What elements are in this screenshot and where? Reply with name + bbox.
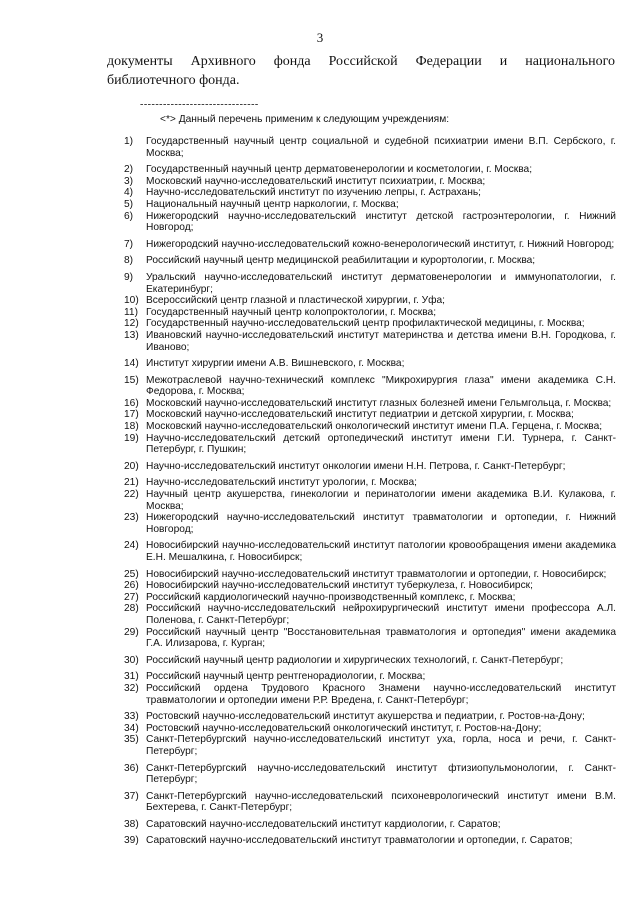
list-item-number: 5) — [124, 198, 134, 210]
list-item — [124, 580, 616, 592]
list-item-number: 38) — [124, 818, 139, 830]
list-item-number: 4) — [124, 187, 134, 199]
list-item-text: Новосибирский научно-исследовательский институт туберкулеза, г. Новосибирск; — [146, 580, 533, 592]
list-item-number: 29) — [124, 626, 139, 638]
list-item-text: Научно-исследовательский детский ортопедический институт имени Г.И. Турнера, г. Санкт-Петербург, г. Пушкин; — [146, 432, 616, 456]
list-item — [124, 255, 616, 267]
list-item-number: 16) — [124, 397, 139, 409]
list-item-text: Новосибирский научно-исследовательский институт патологии кровообращения имени академика Е.Н. Мешалкина, г. Новосибирск; — [146, 540, 616, 563]
list-item-number: 3) — [124, 175, 134, 187]
list-item — [124, 734, 616, 757]
list-item — [124, 421, 616, 433]
list-item-text: Московский научно-исследовательский онкологический институт имени П.А. Герцена, г. Москва; — [146, 421, 603, 433]
list-item-number: 26) — [124, 580, 139, 592]
list-item — [124, 375, 616, 398]
list-item — [124, 592, 616, 604]
list-item — [124, 398, 616, 410]
intro-paragraph — [107, 52, 615, 90]
list-item — [124, 136, 616, 159]
list-item-text: Государственный научно-исследовательский центр профилактической медицины, г. Москва; — [146, 318, 585, 330]
list-item — [124, 211, 616, 234]
list-item-number: 11) — [124, 306, 138, 318]
list-item — [124, 791, 616, 814]
list-item-text: Российский научно-исследовательский нейрохирургический институт имени профессора А.Л. Поленова, г. Санкт-Петербург; — [146, 603, 616, 626]
list-item-number: 2) — [124, 164, 134, 176]
list-item — [124, 199, 616, 211]
list-item — [124, 763, 616, 786]
list-item-text: Московский научно-исследовательский институт психиатрии, г. Москва; — [146, 175, 486, 187]
list-item-text: Нижегородский научно-исследовательский кожно-венерологический институт, г. Нижний Новгород; — [146, 238, 615, 250]
list-item-text: Российский научный центр радиологии и хирургических технологий, г. Санкт-Петербург; — [146, 654, 564, 666]
list-item-number: 13) — [124, 329, 139, 341]
list-item-number: 6) — [124, 210, 134, 222]
list-item-text: Ростовский научно-исследовательский институт акушерства и педиатрии, г. Ростов-на-Дону; — [146, 711, 585, 723]
list-item-text: Институт хирургии имени А.В. Вишневского, г. Москва; — [146, 358, 405, 370]
list-item-text: Московский научно-исследовательский институт глазных болезней имени Гельмгольца, г. Москва; — [146, 397, 612, 409]
list-item-number: 17) — [124, 409, 139, 421]
list-item-text: Санкт-Петербургский научно-исследовательский институт уха, горла, носа и речи, г. Санкт-Петербург; — [146, 734, 616, 757]
list-item-number: 24) — [124, 540, 139, 552]
list-item-text: Саратовский научно-исследовательский институт кардиологии, г. Саратов; — [146, 818, 501, 830]
list-item-text: Ивановский научно-исследовательский институт материнства и детства имени В.Н. Городкова, г. Иваново; — [146, 329, 616, 353]
list-item-text: Национальный научный центр наркологии, г. Москва; — [146, 198, 399, 210]
list-item-text: Российский кардиологический научно-производственный комплекс, г. Москва; — [146, 591, 516, 603]
list-item-text: Московский научно-исследовательский институт педиатрии и детской хирургии, г. Москва; — [146, 409, 574, 421]
list-item-number: 20) — [124, 460, 139, 472]
list-item — [124, 187, 616, 199]
list-item-number: 23) — [124, 512, 139, 524]
list-item-text: Российский научный центр медицинской реабилитации и курортологии, г. Москва; — [146, 255, 536, 267]
list-item — [124, 164, 616, 176]
list-item-number: 12) — [124, 318, 139, 330]
list-item-number: 34) — [124, 722, 139, 734]
list-item — [124, 239, 616, 251]
list-item-text: Ростовский научно-исследовательский онкологический институт, г. Ростов-на-Дону; — [146, 722, 542, 734]
list-item-text: Российский ордена Трудового Красного Знамени научно-исследовательский институт травматологии и ортопедии имени Р.Р. Вредена, г. Санкт-Петербург; — [146, 682, 616, 706]
list-item — [124, 489, 616, 512]
list-item-number: 28) — [124, 603, 139, 615]
list-item-text: Научно-исследовательский институт урологии, г. Москва; — [146, 477, 417, 489]
list-item-text: Саратовский научно-исследовательский институт травматологии и ортопедии, г. Саратов; — [146, 835, 573, 847]
list-item-text: Санкт-Петербургский научно-исследовательский институт фтизиопульмонологии, г. Санкт-Петербург; — [146, 762, 616, 786]
list-item — [124, 711, 616, 723]
footnote-separator: ------------------------------- — [140, 99, 259, 110]
list-item-number: 37) — [124, 790, 139, 802]
list-item-number: 7) — [124, 238, 134, 250]
list-item-number: 9) — [124, 271, 134, 283]
list-item-number: 31) — [124, 671, 139, 683]
list-item — [124, 569, 616, 581]
list-item-number: 36) — [124, 762, 139, 774]
list-item-text: Уральский научно-исследовательский институт дерматовенерологии и иммунопатологии, г. Екатеринбург; — [146, 271, 616, 295]
list-item — [124, 477, 616, 489]
list-item-text: Государственный научный центр колопроктологии, г. Москва; — [146, 306, 437, 318]
list-item-text: Всероссийский центр глазной и пластической хирургии, г. Уфа; — [146, 295, 446, 307]
list-item — [124, 835, 616, 847]
footnote-heading: <*> Данный перечень применим к следующим учреждениям: — [160, 114, 450, 125]
list-item-number: 39) — [124, 835, 139, 847]
list-item — [124, 671, 616, 683]
page-number: 3 — [316, 30, 324, 45]
list-item — [124, 627, 616, 650]
list-item-text: Научно-исследовательский институт по изучению лепры, г. Астрахань; — [146, 187, 481, 199]
list-item-number: 1) — [124, 136, 134, 147]
list-item — [124, 272, 616, 295]
list-item — [124, 318, 616, 330]
list-item-number: 21) — [124, 477, 139, 489]
list-item-number: 15) — [124, 374, 139, 386]
list-item-number: 10) — [124, 295, 139, 307]
list-item-text: Нижегородский научно-исследовательский институт детской гастроэнтерологии, г. Нижний Новгород; — [146, 210, 616, 234]
list-item-number: 22) — [124, 489, 139, 501]
list-item-text: Санкт-Петербургский научно-исследовательский психоневрологический институт имени В.М. Бехтерева, г. Санкт-Петербург; — [146, 790, 616, 814]
list-item-number: 25) — [124, 568, 139, 580]
list-item-number: 14) — [124, 358, 139, 370]
list-item — [124, 433, 616, 456]
list-item-number: 8) — [124, 255, 134, 267]
list-item-number: 33) — [124, 711, 139, 723]
list-item-number: 35) — [124, 734, 139, 746]
list-item-number: 27) — [124, 591, 139, 603]
list-item — [124, 603, 616, 626]
list-item — [124, 819, 616, 831]
list-item-text: Нижегородский научно-исследовательский институт травматологии и ортопедии, г. Нижний Новгород; — [146, 512, 616, 535]
list-item-text: Государственный научный центр социальной и судебной психиатрии имени В.П. Сербского, г. Москва; — [146, 136, 616, 159]
list-item-text: Новосибирский научно-исследовательский институт травматологии и ортопедии, г. Новосибирск; — [146, 568, 607, 580]
intro-line-2: библиотечного фонда. — [107, 73, 240, 88]
institution-list — [124, 136, 616, 847]
list-item — [124, 461, 616, 473]
intro-line-1: документы Архивного фонда Российской Федерации и национального — [107, 54, 615, 69]
list-item — [124, 540, 616, 563]
list-item — [124, 176, 616, 188]
list-item-text: Государственный научный центр дерматовенерологии и косметологии, г. Москва; — [146, 164, 533, 176]
list-item-text: Российский научный центр "Восстановительная травматология и ортопедия" имени академика Г.А. Илизарова, г. Курган; — [146, 626, 616, 650]
list-item-text: Межотраслевой научно-технический комплекс "Микрохирургия глаза" имени академика С.Н. Федорова, г. Москва; — [146, 374, 616, 398]
list-item-text: Российский научный центр рентгенорадиологии, г. Москва; — [146, 671, 426, 683]
list-item-number: 32) — [124, 682, 139, 694]
list-item-text: Научно-исследовательский институт онкологии имени Н.Н. Петрова, г. Санкт-Петербург; — [146, 460, 566, 472]
list-item-text: Научный центр акушерства, гинекологии и перинатологии имени академика В.И. Кулакова, г. Москва; — [146, 489, 616, 512]
list-item — [124, 512, 616, 535]
list-item-number: 18) — [124, 421, 139, 433]
list-item — [124, 655, 616, 667]
list-item — [124, 683, 616, 706]
list-item — [124, 307, 616, 319]
list-item — [124, 409, 616, 421]
list-item — [124, 330, 616, 353]
list-item — [124, 295, 616, 307]
list-item — [124, 723, 616, 735]
list-item — [124, 358, 616, 370]
list-item-number: 30) — [124, 654, 139, 666]
list-item-number: 19) — [124, 432, 139, 444]
